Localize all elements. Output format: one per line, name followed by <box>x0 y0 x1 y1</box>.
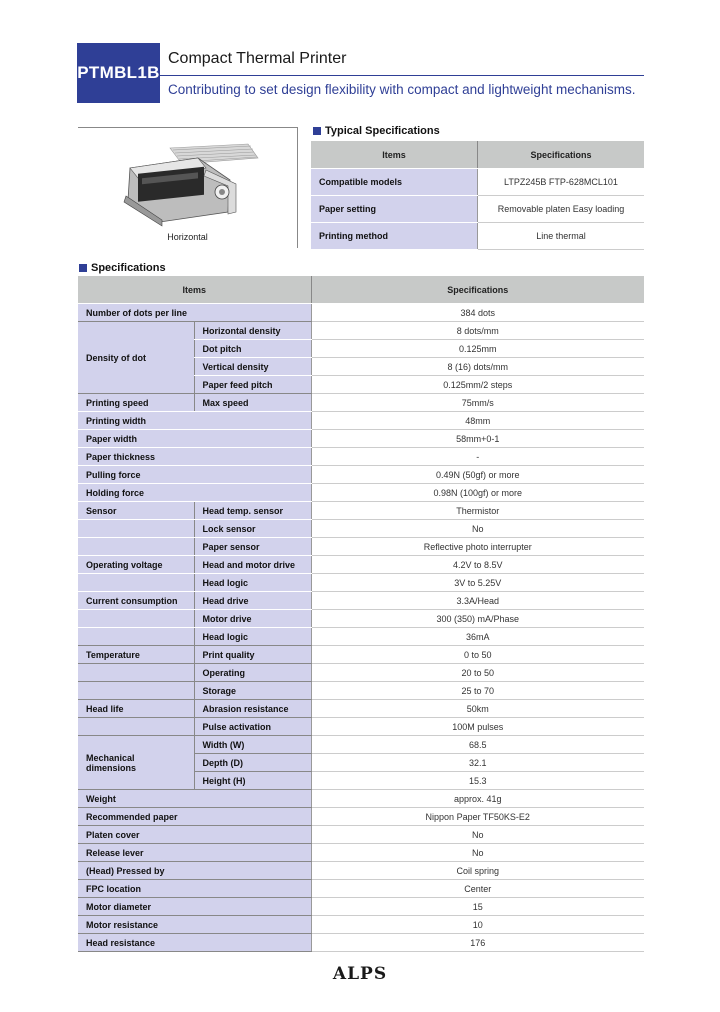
row-label: Motor resistance <box>78 916 311 934</box>
row-label: Paper setting <box>311 196 478 223</box>
empty-label-cell <box>78 682 194 700</box>
table-row <box>78 556 644 574</box>
row-value: 8 (16) dots/mm <box>311 358 644 376</box>
table-row <box>311 223 644 250</box>
row-value: 32.1 <box>311 754 644 772</box>
table-row <box>78 664 644 682</box>
row-value: 48mm <box>311 412 644 430</box>
empty-label-cell <box>78 574 194 592</box>
photo-caption: Horizontal <box>167 232 208 242</box>
sub-label: Head logic <box>194 574 311 592</box>
col-header-specs: Specifications <box>478 141 645 169</box>
table-row <box>311 196 644 223</box>
row-value: No <box>311 520 644 538</box>
group-label: Head life <box>78 700 194 718</box>
table-row <box>78 502 644 520</box>
table-row <box>78 808 644 826</box>
row-value: 15 <box>311 898 644 916</box>
specifications-table <box>78 276 644 952</box>
sub-label: Lock sensor <box>194 520 311 538</box>
row-value: Coil spring <box>311 862 644 880</box>
table-row <box>78 880 644 898</box>
row-value: 0.125mm/2 steps <box>311 376 644 394</box>
empty-label-cell <box>78 538 194 556</box>
table-row <box>78 574 644 592</box>
model-badge: PTMBL1B <box>77 43 160 103</box>
table-row <box>78 538 644 556</box>
table-row <box>78 448 644 466</box>
row-label: Weight <box>78 790 311 808</box>
sub-label: Storage <box>194 682 311 700</box>
row-value: 15.3 <box>311 772 644 790</box>
row-value: Line thermal <box>478 223 645 250</box>
sub-label: Max speed <box>194 394 311 412</box>
sub-label: Vertical density <box>194 358 311 376</box>
row-value: No <box>311 826 644 844</box>
row-value: 58mm+0-1 <box>311 430 644 448</box>
table-row <box>78 520 644 538</box>
table-row <box>78 844 644 862</box>
row-value: 384 dots <box>311 304 644 322</box>
row-value: No <box>311 844 644 862</box>
empty-label-cell <box>78 610 194 628</box>
sub-label: Width (W) <box>194 736 311 754</box>
table-header-row <box>78 276 644 304</box>
table-row <box>78 682 644 700</box>
table-row <box>78 430 644 448</box>
sub-label: Head drive <box>194 592 311 610</box>
row-label: Motor diameter <box>78 898 311 916</box>
group-label: Density of dot <box>78 322 194 394</box>
printer-mechanism-image <box>78 128 297 228</box>
group-label: Operating voltage <box>78 556 194 574</box>
typical-specs-table <box>311 141 644 250</box>
sub-label: Pulse activation <box>194 718 311 736</box>
row-value: 0 to 50 <box>311 646 644 664</box>
row-value: 20 to 50 <box>311 664 644 682</box>
row-value: 10 <box>311 916 644 934</box>
row-label: Pulling force <box>78 466 311 484</box>
table-header-row <box>311 141 644 169</box>
group-label: Temperature <box>78 646 194 664</box>
row-value: 25 to 70 <box>311 682 644 700</box>
row-label: Printing speed <box>78 394 194 412</box>
row-value: - <box>311 448 644 466</box>
col-header-specs: Specifications <box>311 276 644 304</box>
row-value: Center <box>311 880 644 898</box>
row-label: Printing width <box>78 412 311 430</box>
specs-heading: Specifications <box>79 262 166 274</box>
row-value: 75mm/s <box>311 394 644 412</box>
row-label: Paper thickness <box>78 448 311 466</box>
group-label: Mechanical dimensions <box>78 736 194 790</box>
table-row <box>78 466 644 484</box>
sub-label: Dot pitch <box>194 340 311 358</box>
table-row <box>311 169 644 196</box>
row-value: LTPZ245B FTP-628MCL101 <box>478 169 645 196</box>
table-row <box>78 862 644 880</box>
table-row <box>78 736 644 754</box>
sub-label: Height (H) <box>194 772 311 790</box>
empty-label-cell <box>78 520 194 538</box>
sub-label: Head and motor drive <box>194 556 311 574</box>
sub-label: Paper sensor <box>194 538 311 556</box>
row-value: 100M pulses <box>311 718 644 736</box>
row-value: 8 dots/mm <box>311 322 644 340</box>
row-label: Head resistance <box>78 934 311 952</box>
sub-label: Operating <box>194 664 311 682</box>
table-row <box>78 700 644 718</box>
table-row <box>78 628 644 646</box>
table-row <box>78 916 644 934</box>
row-value: 36mA <box>311 628 644 646</box>
col-header-items: Items <box>311 141 478 169</box>
row-value: 4.2V to 8.5V <box>311 556 644 574</box>
row-value: approx. 41g <box>311 790 644 808</box>
table-row <box>78 610 644 628</box>
row-label: FPC location <box>78 880 311 898</box>
group-label: Sensor <box>78 502 194 520</box>
table-row <box>78 646 644 664</box>
empty-label-cell <box>78 664 194 682</box>
row-label: Printing method <box>311 223 478 250</box>
row-value: Reflective photo interrupter <box>311 538 644 556</box>
table-row <box>78 898 644 916</box>
title-divider <box>160 75 644 76</box>
row-value: 0.125mm <box>311 340 644 358</box>
row-value: 68.5 <box>311 736 644 754</box>
table-row <box>78 718 644 736</box>
sub-label: Motor drive <box>194 610 311 628</box>
row-label: Number of dots per line <box>78 304 311 322</box>
row-label: Compatible models <box>311 169 478 196</box>
sub-label: Head logic <box>194 628 311 646</box>
row-label: Platen cover <box>78 826 311 844</box>
row-value: Nippon Paper TF50KS-E2 <box>311 808 644 826</box>
section-square-icon <box>313 127 321 135</box>
table-row <box>78 394 644 412</box>
row-value: 3V to 5.25V <box>311 574 644 592</box>
row-value: 0.98N (100gf) or more <box>311 484 644 502</box>
row-value: 176 <box>311 934 644 952</box>
row-label: Recommended paper <box>78 808 311 826</box>
sub-label: Paper feed pitch <box>194 376 311 394</box>
sub-label: Abrasion resistance <box>194 700 311 718</box>
sub-label: Horizontal density <box>194 322 311 340</box>
page-subtitle: Contributing to set design flexibility with compact and lightweight mechanisms. <box>168 82 636 97</box>
empty-label-cell <box>78 628 194 646</box>
table-row <box>78 322 644 340</box>
row-value: 300 (350) mA/Phase <box>311 610 644 628</box>
page-title: Compact Thermal Printer <box>168 50 347 67</box>
group-label: Current consumption <box>78 592 194 610</box>
table-row <box>78 790 644 808</box>
row-label: Release lever <box>78 844 311 862</box>
sub-label: Print quality <box>194 646 311 664</box>
sub-label: Head temp. sensor <box>194 502 311 520</box>
brand-logo: ALPS <box>332 964 388 984</box>
table-row <box>78 484 644 502</box>
row-value: Thermistor <box>311 502 644 520</box>
row-label: Holding force <box>78 484 311 502</box>
table-row <box>78 412 644 430</box>
empty-label-cell <box>78 718 194 736</box>
table-row <box>78 934 644 952</box>
row-label: Paper width <box>78 430 311 448</box>
table-row <box>78 304 644 322</box>
section-square-icon <box>79 264 87 272</box>
col-header-items: Items <box>78 276 311 304</box>
row-value: 50km <box>311 700 644 718</box>
table-row <box>78 826 644 844</box>
typical-specs-heading: Typical Specifications <box>313 125 440 137</box>
row-label: (Head) Pressed by <box>78 862 311 880</box>
sub-label: Depth (D) <box>194 754 311 772</box>
row-value: Removable platen Easy loading <box>478 196 645 223</box>
row-value: 3.3A/Head <box>311 592 644 610</box>
row-value: 0.49N (50gf) or more <box>311 466 644 484</box>
product-photo-panel <box>78 127 298 248</box>
table-row <box>78 592 644 610</box>
